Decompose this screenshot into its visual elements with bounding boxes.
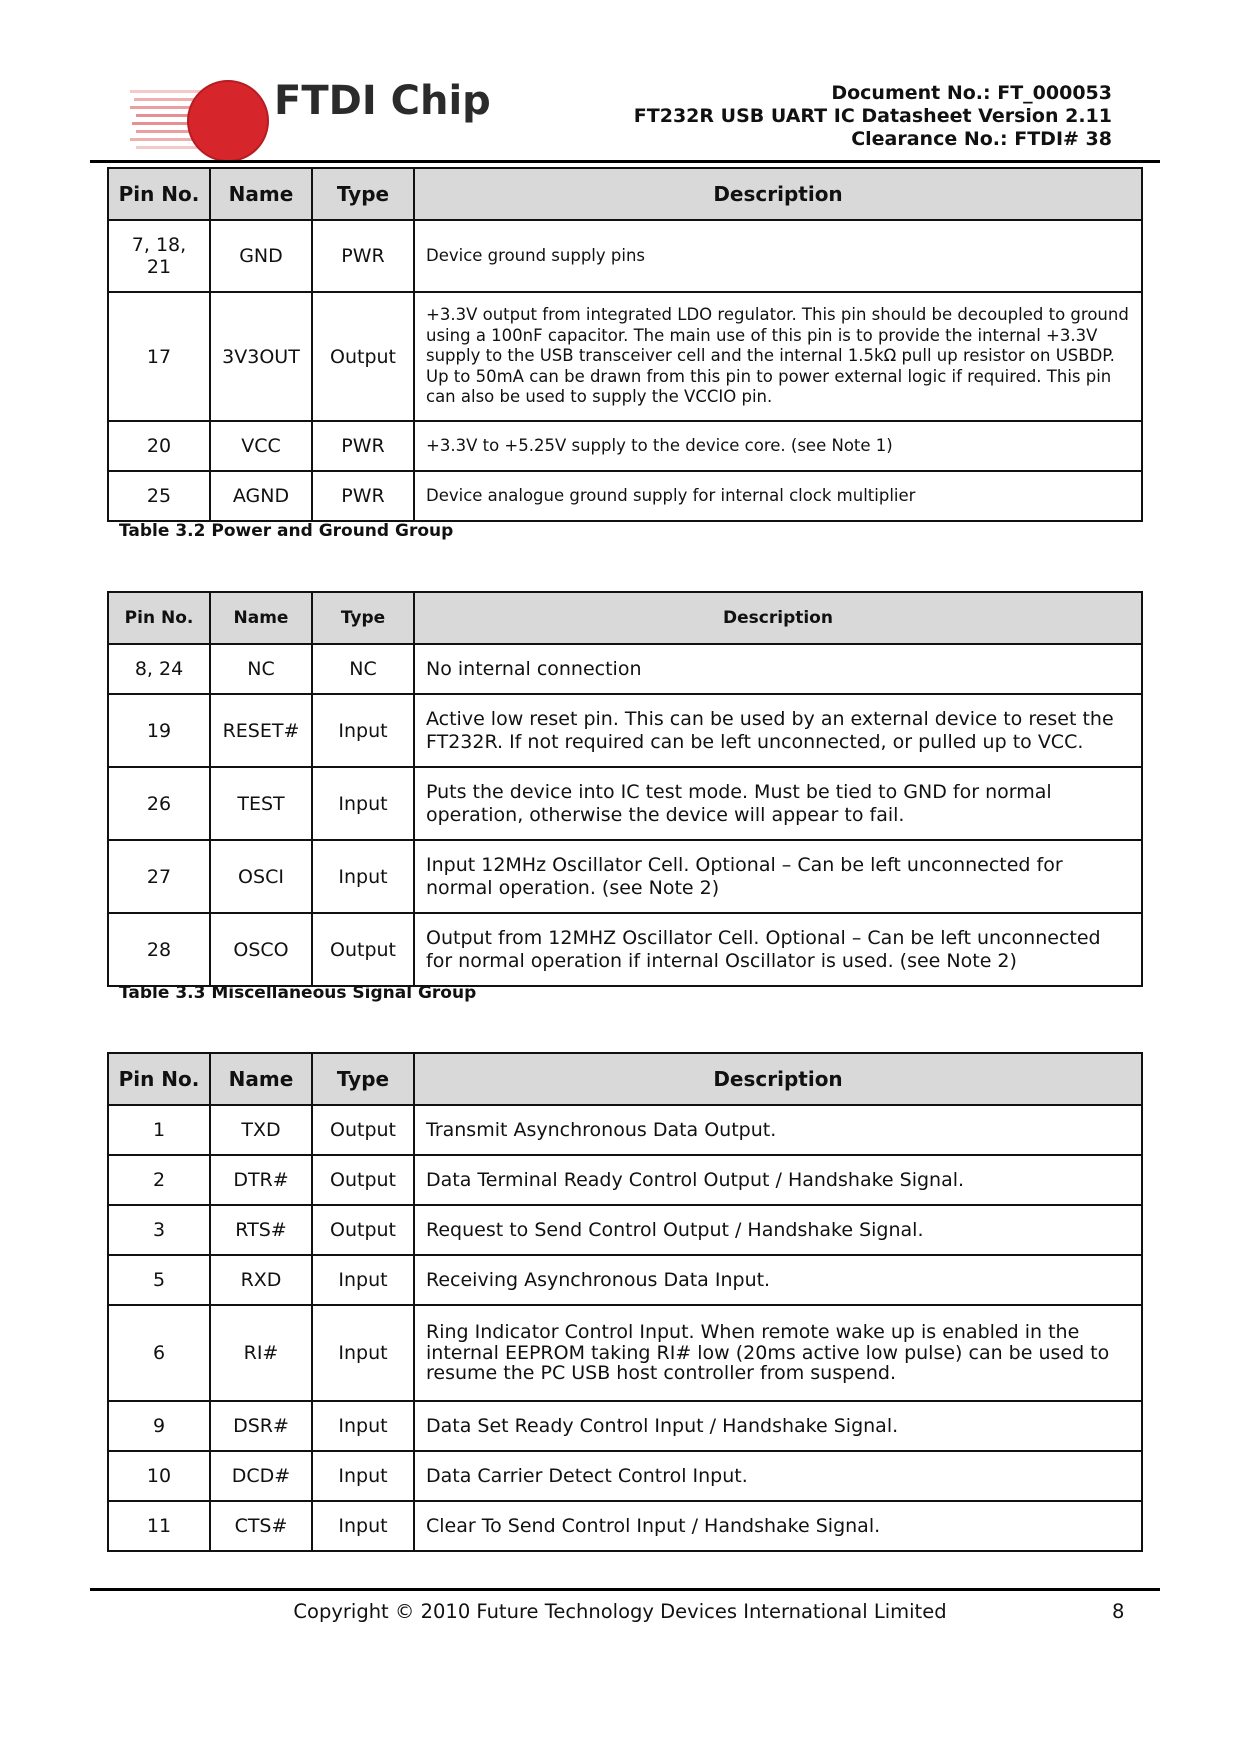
description-cell: Puts the device into IC test mode. Must be tied to GND for normal operation, otherwise the device will appear to fail.	[414, 767, 1142, 840]
description-cell: +3.3V output from integrated LDO regulator. This pin should be decoupled to ground using a 100nF capacitor. The main use of this pin is to provide the internal +3.3V supply to the USB transceiver cell and the internal 1.5kΩ pull up resistor on USBDP. Up to 50mA can be drawn from this pin to power external logic if required. This pin can also be used to supply the VCCIO pin.	[414, 292, 1142, 421]
column-header-pin: Pin No.	[108, 168, 210, 220]
table-row	[108, 1501, 1142, 1551]
column-header-type: Type	[312, 168, 414, 220]
table-header-row	[108, 1053, 1142, 1105]
table-row	[108, 840, 1142, 913]
table-row	[108, 421, 1142, 471]
misc-signal-table	[107, 591, 1143, 987]
name-cell: RXD	[210, 1255, 312, 1305]
power-ground-table	[107, 167, 1143, 522]
footer-divider	[90, 1588, 1160, 1591]
name-cell: DSR#	[210, 1401, 312, 1451]
type-cell: Output	[312, 1105, 414, 1155]
description-cell: Input 12MHz Oscillator Cell. Optional – Can be left unconnected for normal operation. (see Note 2)	[414, 840, 1142, 913]
table-row	[108, 1155, 1142, 1205]
description-cell: Data Carrier Detect Control Input.	[414, 1451, 1142, 1501]
pin-cell: 10	[108, 1451, 210, 1501]
uart-interface-table	[107, 1052, 1143, 1552]
table-header-row	[108, 168, 1142, 220]
type-cell: Output	[312, 913, 414, 986]
pin-cell: 27	[108, 840, 210, 913]
type-cell: Input	[312, 1401, 414, 1451]
pin-cell: 17	[108, 292, 210, 421]
column-header-type: Type	[312, 1053, 414, 1105]
type-cell: Input	[312, 1305, 414, 1401]
type-cell: Input	[312, 1255, 414, 1305]
pin-cell: 9	[108, 1401, 210, 1451]
header-divider	[90, 160, 1160, 163]
name-cell: TEST	[210, 767, 312, 840]
name-cell: AGND	[210, 471, 312, 521]
type-cell: Input	[312, 694, 414, 767]
name-cell: RESET#	[210, 694, 312, 767]
name-cell: 3V3OUT	[210, 292, 312, 421]
name-cell: RI#	[210, 1305, 312, 1401]
pin-cell: 1	[108, 1105, 210, 1155]
description-cell: Data Terminal Ready Control Output / Handshake Signal.	[414, 1155, 1142, 1205]
table-row	[108, 767, 1142, 840]
pin-cell: 8, 24	[108, 644, 210, 694]
description-cell: Device ground supply pins	[414, 220, 1142, 292]
column-header-name: Name	[210, 592, 312, 644]
pin-cell: 28	[108, 913, 210, 986]
description-cell: Transmit Asynchronous Data Output.	[414, 1105, 1142, 1155]
name-cell: NC	[210, 644, 312, 694]
type-cell: Input	[312, 840, 414, 913]
name-cell: OSCO	[210, 913, 312, 986]
table-header-row	[108, 592, 1142, 644]
table-row	[108, 220, 1142, 292]
name-cell: TXD	[210, 1105, 312, 1155]
description-cell: No internal connection	[414, 644, 1142, 694]
name-cell: CTS#	[210, 1501, 312, 1551]
name-cell: OSCI	[210, 840, 312, 913]
pin-cell: 5	[108, 1255, 210, 1305]
table-row	[108, 1205, 1142, 1255]
description-cell: Data Set Ready Control Input / Handshake Signal.	[414, 1401, 1142, 1451]
page-number: 8	[1112, 1600, 1125, 1623]
copyright-notice: Copyright © 2010 Future Technology Devices International Limited	[293, 1600, 947, 1623]
table-row	[108, 694, 1142, 767]
description-cell: Active low reset pin. This can be used by an external device to reset the FT232R. If not required can be left unconnected, or pulled up to VCC.	[414, 694, 1142, 767]
description-cell: Ring Indicator Control Input. When remote wake up is enabled in the internal EEPROM taking RI# low (20ms active low pulse) can be used to resume the PC USB host controller from suspend.	[414, 1305, 1142, 1401]
column-header-pin: Pin No.	[108, 592, 210, 644]
name-cell: RTS#	[210, 1205, 312, 1255]
type-cell: Output	[312, 1205, 414, 1255]
table-row	[108, 471, 1142, 521]
pin-cell: 20	[108, 421, 210, 471]
pin-cell: 7, 18, 21	[108, 220, 210, 292]
column-header-name: Name	[210, 168, 312, 220]
type-cell: Input	[312, 1501, 414, 1551]
description-cell: Clear To Send Control Input / Handshake Signal.	[414, 1501, 1142, 1551]
type-cell: Output	[312, 1155, 414, 1205]
document-number: Document No.: FT_000053	[831, 82, 1112, 104]
name-cell: VCC	[210, 421, 312, 471]
clearance-number: Clearance No.: FTDI# 38	[851, 128, 1112, 150]
column-header-name: Name	[210, 1053, 312, 1105]
document-info	[634, 82, 1112, 151]
table-caption: Table 3.3 Miscellaneous Signal Group	[119, 983, 477, 1003]
table-row	[108, 1451, 1142, 1501]
description-cell: Device analogue ground supply for internal clock multiplier	[414, 471, 1142, 521]
column-header-description: Description	[414, 592, 1142, 644]
type-cell: PWR	[312, 220, 414, 292]
type-cell: PWR	[312, 421, 414, 471]
description-cell: +3.3V to +5.25V supply to the device core. (see Note 1)	[414, 421, 1142, 471]
description-cell: Request to Send Control Output / Handshake Signal.	[414, 1205, 1142, 1255]
description-cell: Output from 12MHZ Oscillator Cell. Optional – Can be left unconnected for normal operation if internal Oscillator is used. (see Note 2)	[414, 913, 1142, 986]
pin-cell: 19	[108, 694, 210, 767]
column-header-pin: Pin No.	[108, 1053, 210, 1105]
pin-cell: 3	[108, 1205, 210, 1255]
table-row	[108, 1401, 1142, 1451]
name-cell: GND	[210, 220, 312, 292]
pin-cell: 6	[108, 1305, 210, 1401]
pin-cell: 2	[108, 1155, 210, 1205]
column-header-description: Description	[414, 1053, 1142, 1105]
column-header-description: Description	[414, 168, 1142, 220]
type-cell: Input	[312, 767, 414, 840]
table-row	[108, 292, 1142, 421]
table-row	[108, 644, 1142, 694]
table-row	[108, 1105, 1142, 1155]
table-row	[108, 913, 1142, 986]
type-cell: Output	[312, 292, 414, 421]
pin-cell: 26	[108, 767, 210, 840]
column-header-type: Type	[312, 592, 414, 644]
pin-cell: 11	[108, 1501, 210, 1551]
logo-text: FTDI Chip	[274, 78, 491, 124]
page-header	[90, 70, 1160, 162]
description-cell: Receiving Asynchronous Data Input.	[414, 1255, 1142, 1305]
document-title: FT232R USB UART IC Datasheet Version 2.11	[633, 105, 1112, 127]
ftdi-logo	[130, 76, 491, 162]
type-cell: NC	[312, 644, 414, 694]
type-cell: PWR	[312, 471, 414, 521]
table-row	[108, 1255, 1142, 1305]
name-cell: DCD#	[210, 1451, 312, 1501]
type-cell: Input	[312, 1451, 414, 1501]
pin-cell: 25	[108, 471, 210, 521]
table-caption: Table 3.2 Power and Ground Group	[119, 521, 454, 541]
name-cell: DTR#	[210, 1155, 312, 1205]
table-row	[108, 1305, 1142, 1401]
